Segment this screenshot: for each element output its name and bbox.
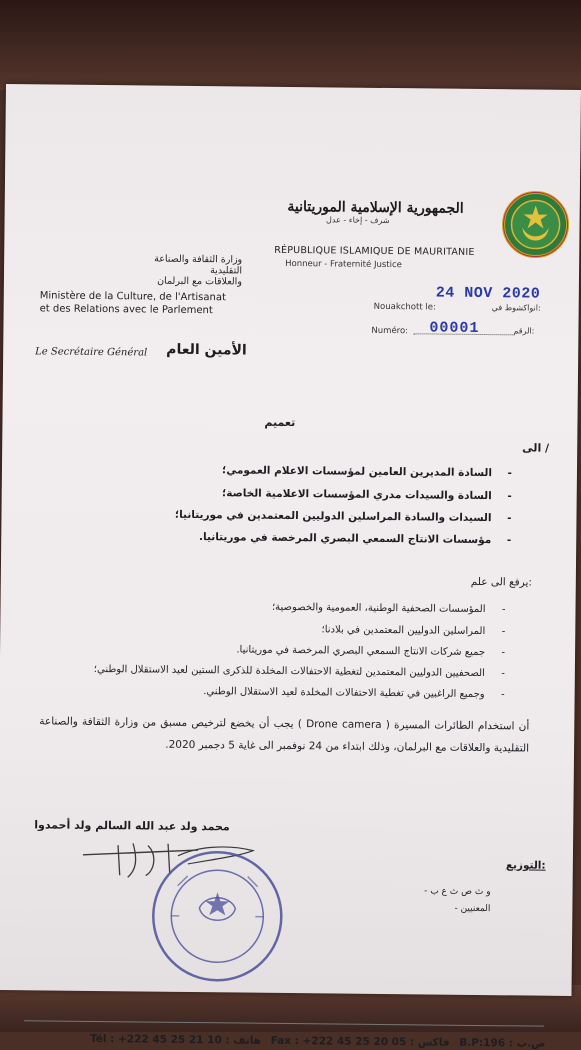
cc-text: الصحفيين الدوليين المعتمدين لتغطية الاحتفالات المخلدة للذكرى الستين لعيد الاستقلال الوطني؛ [93,663,485,680]
motto-ar: شرف - إخاء - عدل [326,215,390,226]
number-stamp: 00001 [429,319,480,337]
letter-page [0,84,581,1050]
cc-label: يرفع الى علم: [470,575,533,589]
republic-name-ar: الجمهورية الإسلامية الموريتانية [287,198,464,217]
cc-item: - الصحفيين الدوليين المعتمدين لتغطية الاحتفالات المخلدة للذكرى الستين لعيد الاستقلال الوطني؛ [93,663,505,680]
ministry-ar-line1: وزارة الثقافة والصناعة التقليدية [154,253,243,277]
footer-bp: B.P:196 : ص.ب [459,1036,546,1050]
signer-name: محمد ولد عبد الله السالم ولد أحمدوا [34,818,230,834]
cc-item: - جميع شركات الانتاج السمعي البصري المرخصة في موريتانيا. [236,644,506,659]
addressee-item: - السادة والسيدات مدري المؤسسات الاعلامية الخاصة؛ [221,487,512,503]
cc-text: جميع شركات الانتاج السمعي البصري المرخصة في موريتانيا. [236,644,486,659]
distribution-text: المعنيين [460,903,491,915]
motto-fr: Honneur - Fraternité Justice [285,258,402,271]
date-stamp: 24 NOV 2020 [435,284,541,303]
addressee-text: السادة والسيدات مدري المؤسسات الاعلامية الخاصة؛ [221,487,492,503]
ministry-ar-line2: والعلاقات مع البرلمان [157,275,242,288]
footer-contact [90,1033,551,1050]
addressee-text: السادة المديرين العامين لمؤسسات الاعلام العمومي؛ [221,464,493,480]
footer-fax: Fax : +222 45 25 20 05 : فاكس [270,1034,450,1049]
official-stamp-icon [147,846,288,987]
cc-text: المؤسسات الصحفية الوطنية، العمومية والخصوصية؛ [271,601,486,616]
sender-title-fr: Le Secrétaire Général [35,346,148,359]
distribution-label: التوزيع: [505,859,546,872]
ministry-name-ar [122,253,242,287]
ministry-fr-line2: et des Relations avec le Parlement [39,303,213,317]
ministry-name-fr [40,289,226,317]
number-label: Numéro: [371,325,409,337]
distribution-item: المعنيين - [454,903,491,915]
background-top [0,0,581,90]
footer-tel: Tél : +222 45 25 21 10 : هاتف [89,1032,262,1047]
number-label-ar: الرقم: [513,326,535,336]
cc-item: - المؤسسات الصحفية الوطنية، العمومية والخصوصية؛ [271,601,506,616]
cc-text: المراسلين الدوليين المعتمدين في بلادنا؛ [321,624,486,638]
addressee-text: مؤسسات الانتاج السمعي البصري المرخصة في موريتانيا. [199,531,492,547]
distribution-item: و ث ص ث ع ب - [424,886,491,898]
sender-title-ar: الأمين العام [166,341,247,359]
addressee-text: السيدات والسادة المراسلين الدوليين المعتمدين في موريتانيا؛ [174,508,492,525]
republic-name-fr: RÉPUBLIQUE ISLAMIQUE DE MAURITANIE [274,244,475,258]
memo-title: تعميم [264,415,296,430]
addressee-item: - السادة المديرين العامين لمؤسسات الاعلام العمومي؛ [221,464,513,480]
addressees-label: الى / [522,441,550,455]
cc-text: وجميع الراغبين في تغطية الاحتفالات المخلدة لعيد الاستقلال الوطني. [203,686,485,701]
national-emblem-icon [500,189,571,260]
addressee-item: - السيدات والسادة المراسلين الدوليين المعتمدين في موريتانيا؛ [174,508,512,525]
cc-item: - المراسلين الدوليين المعتمدين في بلادنا؛ [321,624,506,638]
ministry-fr-line1: Ministère de la Culture, de l'Artisanat [39,290,226,304]
place-label: Nouakchott le: [373,301,436,313]
distribution-text: و ث ص ث ع ب [430,886,491,898]
place-label-ar: انواكشوط في: [491,303,541,313]
addressee-item: - مؤسسات الانتاج السمعي البصري المرخصة في موريتانيا. [199,531,512,547]
memo-body: أن استخدام الطائرات المسيرة ( Drone camera ) يجب أن يخضع لترخيص مسبق من وزارة الثقافة والصناعة التقليدية والعلاقات مع البرلمان، وذلك ابتداء من 24 نوفمبر الى غاية 5 دجمبر 2020. [39,715,530,755]
cc-item: - وجميع الراغبين في تغطية الاحتفالات المخلدة لعيد الاستقلال الوطني. [203,686,505,701]
